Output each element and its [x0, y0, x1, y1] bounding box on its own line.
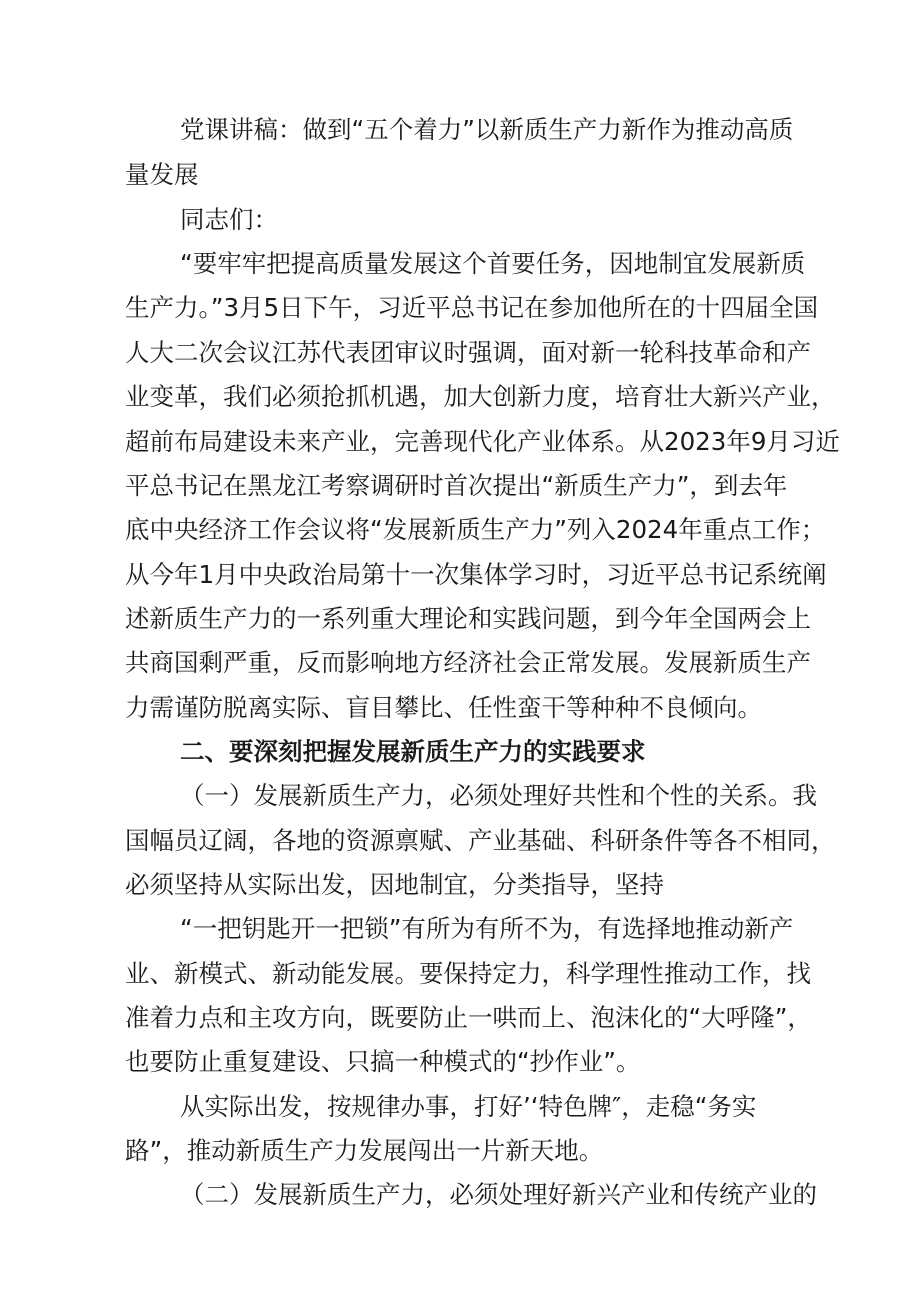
paragraph-text: 底中央经济工作会议将“发展新质生产力”列入2024年重点工作；: [125, 515, 826, 544]
paragraph-line: [0, 819, 920, 863]
title-text: 党课讲稿：做到“五个着力”以新质生产力新作为推动高质: [180, 115, 794, 144]
title-line-1: [0, 108, 920, 152]
paragraph-text: “要牢牢把提高质量发展这个首要任务，因地制宜发展新质: [180, 249, 806, 278]
paragraph-line: [0, 1129, 920, 1173]
paragraph-text: 业变革，我们必须抢抓机遇，加大创新力度，培育壮大新兴产业，: [125, 382, 836, 411]
paragraph-text: 超前布局建设未来产业，完善现代化产业体系。从2023年9月习近: [125, 427, 840, 456]
paragraph-text: 述新质生产力的一系列重大理论和实践问题，到今年全国两会上: [125, 604, 811, 633]
paragraph-text: 从今年1月中央政治局第十一次集体学习时，习近平总书记系统阐: [125, 560, 827, 589]
section-heading: 二、要深刻把握发展新质生产力的实践要求: [180, 737, 646, 766]
paragraph-line: [0, 553, 920, 597]
title-line-2: [0, 153, 920, 197]
paragraph-line: [0, 1040, 920, 1084]
paragraph-line: [0, 774, 920, 818]
paragraph-text: “一把钥匙开一把锁”有所为有所不为，有选择地推动新产: [180, 914, 794, 943]
paragraph-text: 业、新模式、新动能发展。要保持定力，科学理性推动工作，找: [125, 959, 811, 988]
paragraph-line: [0, 1085, 920, 1129]
paragraph-text: （一）发展新质生产力，必须处理好共性和个性的关系。我: [180, 781, 817, 810]
paragraph-text: 力需谨防脱离实际、盲目攀比、任性蛮干等种种不良倾向。: [125, 693, 762, 722]
paragraph-line: [0, 1173, 920, 1217]
paragraph-text: 国幅员辽阔，各地的资源禀赋、产业基础、科研条件等各不相同，: [125, 826, 836, 855]
paragraph-line: [0, 286, 920, 330]
paragraph-line: [0, 996, 920, 1040]
paragraph-text: 生产力。”3月5日下午，习近平总书记在参加他所在的十四届全国: [125, 293, 819, 322]
paragraph-text: 平总书记在黑龙江考察调研时首次提出“新质生产力”，到去年: [125, 471, 788, 500]
paragraph-line: [0, 597, 920, 641]
paragraph-line: [0, 508, 920, 552]
paragraph-line: [0, 464, 920, 508]
paragraph-line: [0, 952, 920, 996]
paragraph-text: 必须坚持从实际出发，因地制宜，分类指导，坚持: [125, 870, 664, 899]
title-text-continued: 量发展: [125, 160, 199, 189]
paragraph-text: 共商国剩严重，反而影响地方经济社会正常发展。发展新质生产: [125, 648, 811, 677]
paragraph-text: （二）发展新质生产力，必须处理好新兴产业和传统产业的: [180, 1180, 817, 1209]
section-heading-line: [0, 730, 920, 774]
paragraph-text: 准着力点和主攻方向，既要防止一哄而上、泡沫化的“大呼隆”，: [125, 1003, 812, 1032]
paragraph-text: 也要防止重复建设、只搞一种模式的“抄作业”。: [125, 1047, 641, 1076]
paragraph-line: [0, 863, 920, 907]
paragraph-line: [0, 331, 920, 375]
paragraph-line: [0, 686, 920, 730]
paragraph-line: [0, 242, 920, 286]
paragraph-text: 人大二次会议江苏代表团审议时强调，面对新一轮科技革命和产: [125, 338, 811, 367]
paragraph-text: 路”，推动新质生产力发展闯出一片新天地。: [125, 1136, 604, 1165]
paragraph-line: [0, 420, 920, 464]
paragraph-text: 从实际出发，按规律办事，打好’‘特色牌″，走稳“务实: [180, 1092, 757, 1121]
paragraph-line: [0, 907, 920, 951]
paragraph-line: [0, 375, 920, 419]
salutation: 同志们：: [180, 205, 278, 234]
salutation-line: [0, 198, 920, 242]
paragraph-line: [0, 641, 920, 685]
